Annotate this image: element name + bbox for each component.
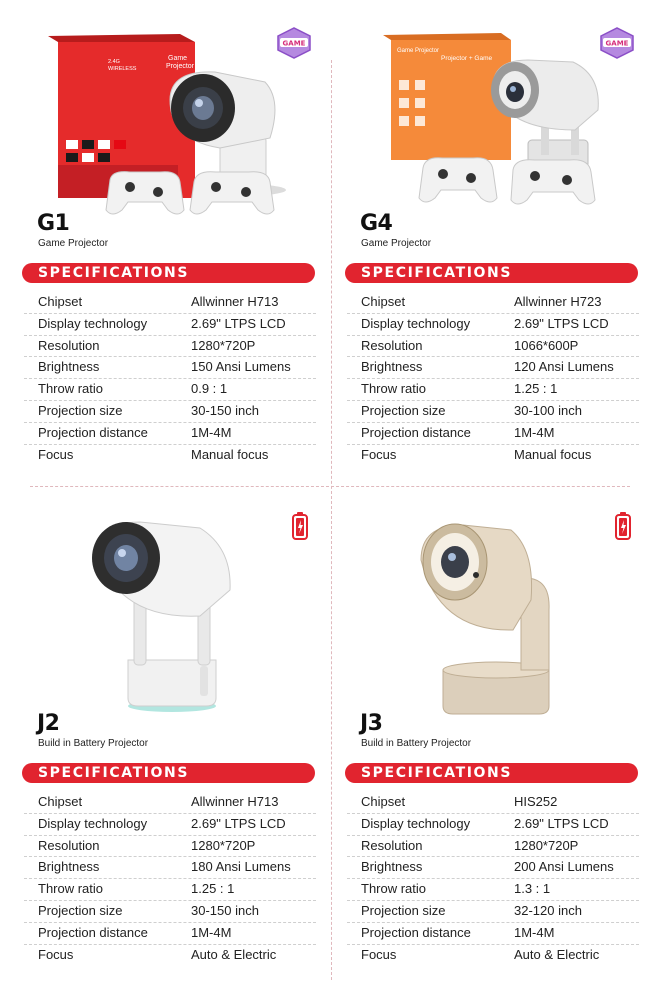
specifications-label: SPECIFICATIONS xyxy=(361,765,513,781)
j3-product-image xyxy=(343,520,643,715)
spec-value: 1280*720P xyxy=(514,837,579,853)
spec-value: 120 Ansi Lumens xyxy=(514,359,614,375)
spec-table xyxy=(347,292,639,466)
game-badge-icon xyxy=(597,26,637,60)
g4-box-text-2: Projector + Game xyxy=(441,55,493,62)
spec-value: Allwinner H713 xyxy=(191,794,279,809)
spec-label: Resolution xyxy=(361,337,423,353)
spec-row-projection-distance xyxy=(24,423,316,445)
spec-value: 1M-4M xyxy=(514,424,555,440)
spec-label: Focus xyxy=(361,946,397,962)
spec-value: Auto & Electric xyxy=(514,946,600,962)
specifications-header xyxy=(22,763,315,783)
spec-label: Brightness xyxy=(361,859,423,875)
model-name: J2 xyxy=(37,711,60,736)
spec-label: Projection distance xyxy=(361,924,471,940)
spec-row-projection-distance xyxy=(24,923,316,945)
spec-value: 32-120 inch xyxy=(514,902,582,918)
model-subtitle: Game Projector xyxy=(361,238,432,249)
spec-label: Brightness xyxy=(361,359,423,375)
spec-label: Resolution xyxy=(361,837,423,853)
spec-row-chipset xyxy=(347,792,639,814)
spec-value: 200 Ansi Lumens xyxy=(514,859,614,875)
spec-value: 1M-4M xyxy=(514,924,555,940)
spec-row-projection-distance xyxy=(347,923,639,945)
spec-label: Projection size xyxy=(38,402,123,418)
spec-label: Display technology xyxy=(38,315,148,331)
model-subtitle: Game Projector xyxy=(38,238,109,249)
model-subtitle: Build in Battery Projector xyxy=(361,738,472,749)
spec-value: 0.9 : 1 xyxy=(191,381,228,397)
spec-row-resolution xyxy=(24,836,316,858)
spec-label: Throw ratio xyxy=(361,881,427,897)
spec-row-brightness xyxy=(347,857,639,879)
spec-label: Display technology xyxy=(38,815,148,831)
spec-value: 2.69" LTPS LCD xyxy=(191,815,286,831)
spec-label: Display technology xyxy=(361,815,471,831)
product-card-j2 xyxy=(20,520,320,990)
spec-value: 150 Ansi Lumens xyxy=(191,359,291,375)
spec-value: 2.69" LTPS LCD xyxy=(514,315,609,331)
j2-product-image xyxy=(20,520,320,715)
spec-value: Allwinner H723 xyxy=(514,294,602,309)
spec-label: Throw ratio xyxy=(361,381,427,397)
spec-table xyxy=(24,292,316,466)
spec-value: Auto & Electric xyxy=(191,946,277,962)
spec-row-chipset xyxy=(24,292,316,314)
model-name: G1 xyxy=(37,211,70,236)
spec-value: 1M-4M xyxy=(191,424,232,440)
spec-value: Manual focus xyxy=(191,446,269,462)
spec-label: Projection distance xyxy=(38,924,148,940)
model-subtitle: Build in Battery Projector xyxy=(38,738,149,749)
spec-row-resolution xyxy=(347,836,639,858)
spec-value: 1M-4M xyxy=(191,924,232,940)
spec-row-projection-distance xyxy=(347,423,639,445)
spec-row-brightness xyxy=(24,357,316,379)
specifications-header xyxy=(22,263,315,283)
game-badge-text: GAME xyxy=(282,39,306,48)
spec-row-display-technology xyxy=(24,814,316,836)
spec-label: Resolution xyxy=(38,337,100,353)
spec-row-throw-ratio xyxy=(24,379,316,401)
specifications-label: SPECIFICATIONS xyxy=(361,265,513,281)
spec-row-throw-ratio xyxy=(347,379,639,401)
spec-row-display-technology xyxy=(347,814,639,836)
spec-row-focus xyxy=(347,445,639,467)
spec-value: 2.69" LTPS LCD xyxy=(191,315,286,331)
spec-row-focus xyxy=(24,445,316,467)
spec-table xyxy=(347,792,639,966)
specifications-header xyxy=(345,763,638,783)
battery-icon xyxy=(615,512,631,540)
spec-table xyxy=(24,792,316,966)
spec-label: Chipset xyxy=(38,294,83,309)
g1-box-text-3: Game xyxy=(168,55,188,62)
spec-label: Projection size xyxy=(361,902,446,918)
spec-label: Projection distance xyxy=(38,424,148,440)
spec-row-chipset xyxy=(24,792,316,814)
spec-label: Throw ratio xyxy=(38,381,104,397)
spec-row-resolution xyxy=(347,336,639,358)
spec-value: 30-100 inch xyxy=(514,402,582,418)
spec-row-focus xyxy=(24,945,316,967)
spec-label: Chipset xyxy=(361,794,406,809)
spec-value: HIS252 xyxy=(514,794,558,809)
specifications-label: SPECIFICATIONS xyxy=(38,765,190,781)
spec-value: 180 Ansi Lumens xyxy=(191,859,291,875)
spec-value: 30-150 inch xyxy=(191,402,259,418)
spec-label: Brightness xyxy=(38,359,100,375)
spec-row-resolution xyxy=(24,336,316,358)
spec-label: Chipset xyxy=(361,294,406,309)
spec-row-throw-ratio xyxy=(24,879,316,901)
spec-row-chipset xyxy=(347,292,639,314)
spec-label: Focus xyxy=(38,446,74,462)
spec-row-display-technology xyxy=(347,314,639,336)
g1-box-text-4: Projector xyxy=(166,63,195,70)
spec-value: 1280*720P xyxy=(191,337,256,353)
spec-value: 2.69" LTPS LCD xyxy=(514,815,609,831)
specifications-header xyxy=(345,263,638,283)
spec-label: Focus xyxy=(361,446,397,462)
game-badge-icon xyxy=(274,26,314,60)
spec-value: 1280*720P xyxy=(191,837,256,853)
spec-label: Focus xyxy=(38,946,74,962)
spec-label: Chipset xyxy=(38,794,83,809)
spec-label: Display technology xyxy=(361,315,471,331)
spec-value: 1.25 : 1 xyxy=(191,881,235,897)
spec-label: Projection size xyxy=(361,402,446,418)
g1-box-text-1: 2.4G xyxy=(108,59,120,65)
spec-value: 1.25 : 1 xyxy=(514,381,558,397)
spec-label: Projection size xyxy=(38,902,123,918)
g1-box-text-2: WIRELESS xyxy=(108,66,137,72)
spec-row-brightness xyxy=(347,357,639,379)
spec-row-projection-size xyxy=(347,901,639,923)
model-name: J3 xyxy=(360,711,383,736)
product-card-g1 xyxy=(20,20,320,490)
battery-icon xyxy=(292,512,308,540)
spec-label: Projection distance xyxy=(361,424,471,440)
spec-row-projection-size xyxy=(24,901,316,923)
spec-value: 30-150 inch xyxy=(191,902,259,918)
game-badge-text: GAME xyxy=(605,39,629,48)
spec-value: 1066*600P xyxy=(514,337,579,353)
product-card-j3 xyxy=(343,520,643,990)
spec-value: Allwinner H713 xyxy=(191,294,279,309)
spec-value: Manual focus xyxy=(514,446,592,462)
spec-value: 1.3 : 1 xyxy=(514,881,551,897)
vertical-divider xyxy=(331,60,332,980)
model-name: G4 xyxy=(360,211,393,236)
spec-label: Throw ratio xyxy=(38,881,104,897)
spec-row-throw-ratio xyxy=(347,879,639,901)
spec-row-projection-size xyxy=(24,401,316,423)
spec-row-display-technology xyxy=(24,314,316,336)
spec-row-focus xyxy=(347,945,639,967)
specifications-label: SPECIFICATIONS xyxy=(38,265,190,281)
spec-label: Resolution xyxy=(38,837,100,853)
spec-label: Brightness xyxy=(38,859,100,875)
spec-row-projection-size xyxy=(347,401,639,423)
spec-row-brightness xyxy=(24,857,316,879)
product-card-g4 xyxy=(343,20,643,490)
g4-box-text-1: Game Projector xyxy=(397,48,440,54)
